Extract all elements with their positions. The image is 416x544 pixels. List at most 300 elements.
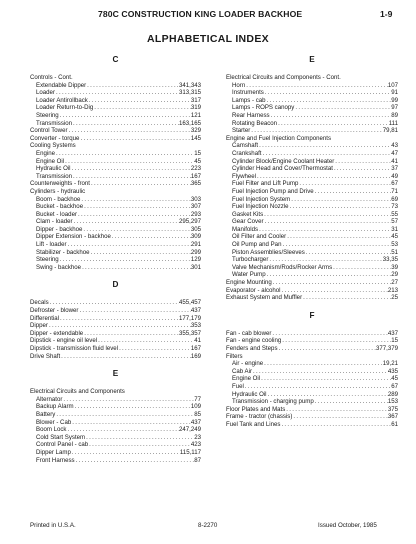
index-title: ALPHABETICAL INDEX — [147, 33, 269, 45]
index-subentry — [226, 391, 398, 399]
page-number: 1-9 — [380, 9, 393, 19]
index-entry-label: Engine Oil — [232, 375, 261, 383]
dot-leader — [281, 337, 391, 345]
index-entry-label: Engine Oil — [36, 157, 65, 165]
index-page-ref: 37 — [391, 165, 398, 173]
index-entry-label: Lamps - ROPS canopy — [232, 104, 295, 112]
index-subentry — [226, 233, 398, 241]
dot-leader — [74, 403, 191, 411]
index-page-ref: 163,165 — [178, 119, 201, 127]
index-heading-label: Filters — [226, 352, 243, 360]
dot-leader — [111, 233, 191, 241]
index-entry-label: Swing - backhoe — [36, 263, 82, 271]
dot-leader — [267, 391, 388, 399]
dot-leader — [294, 104, 391, 112]
index-page-ref: 33,35 — [382, 256, 398, 264]
spacer — [226, 322, 398, 330]
dot-leader — [266, 97, 392, 105]
dot-leader — [270, 112, 392, 120]
index-entry-label: Converter - torque — [30, 134, 80, 142]
index-entry-label: Cylinder Head and Cover/Thermostat — [232, 165, 333, 173]
dot-leader — [281, 287, 388, 295]
index-page-ref: 313,315 — [178, 89, 201, 97]
index-subentry — [30, 218, 201, 226]
index-heading-label: Electrical Circuits and Components — [30, 388, 125, 396]
dot-leader — [67, 127, 190, 135]
index-page-ref: 223 — [190, 165, 201, 173]
dot-leader — [55, 150, 194, 158]
index-page-ref: 367 — [387, 413, 398, 421]
dot-leader — [256, 173, 391, 181]
index-page-ref: 15 — [194, 149, 201, 157]
dot-leader — [268, 256, 382, 264]
dot-leader — [250, 127, 382, 135]
spacer — [30, 291, 201, 299]
index-subentry — [30, 264, 201, 272]
index-page-ref: 43 — [391, 142, 398, 150]
index-page-ref: 121 — [190, 111, 201, 119]
index-entry-label: Engine Mounting — [226, 279, 272, 287]
index-entry — [226, 345, 398, 353]
index-entry-label: Valve Mechanism/Rods/Rocker Arms — [232, 263, 333, 271]
index-entry-label: Fan - engine cooling — [226, 337, 282, 345]
index-subentry — [30, 196, 201, 204]
index-entry-label: Piston Assemblies/Sleeves — [232, 248, 305, 256]
dot-leader — [82, 226, 190, 234]
index-subentry — [226, 180, 398, 188]
index-subentry — [226, 127, 398, 135]
index-entry — [226, 337, 398, 345]
index-entry-label: Dipper — [30, 322, 48, 330]
index-page-ref: 15 — [391, 337, 398, 345]
dot-leader — [48, 322, 191, 330]
index-entry — [30, 307, 201, 315]
dot-leader — [118, 345, 191, 353]
index-page-ref: 89 — [391, 111, 398, 119]
index-page-ref: 375 — [387, 405, 398, 413]
index-page-ref: 307 — [190, 203, 201, 211]
index-entry — [30, 315, 201, 323]
dot-leader — [90, 249, 191, 257]
dot-leader — [59, 256, 191, 264]
index-subentry — [226, 158, 398, 166]
index-entry-label: Lamps - cab — [232, 96, 266, 104]
index-subentry — [226, 104, 398, 112]
index-entry-label: Defroster - blower — [30, 307, 79, 315]
dot-leader — [85, 434, 194, 442]
index-entry-label: Fuel Tank and Lines — [226, 420, 281, 428]
index-entry-label: Water Pump — [232, 271, 266, 279]
spacer — [226, 66, 398, 74]
dot-leader — [86, 82, 179, 90]
dot-leader — [64, 158, 194, 166]
index-page-ref: 177,179 — [178, 314, 201, 322]
index-entry-label: Gear Cover — [232, 218, 264, 226]
dot-leader — [66, 426, 178, 434]
index-subentry — [30, 112, 201, 120]
dot-leader — [285, 406, 388, 414]
index-entry-label: Rotating Beacon — [232, 119, 278, 127]
index-entry-label: Transmission - charging pump — [232, 398, 314, 406]
index-entry — [30, 299, 201, 307]
index-entry — [226, 287, 398, 295]
index-subentry — [30, 249, 201, 257]
index-subentry — [30, 211, 201, 219]
dot-leader — [72, 120, 179, 128]
index-page-ref: 49 — [391, 172, 398, 180]
index-entry-label: Horn — [232, 81, 246, 89]
index-subentry — [226, 218, 398, 226]
index-entry-label: Clam - loader — [36, 218, 73, 226]
index-subentry — [30, 203, 201, 211]
index-page-ref: 455,457 — [178, 299, 201, 307]
index-page-ref: 97 — [391, 104, 398, 112]
index-entry-label: Alternator — [36, 395, 63, 403]
index-entry-label: Fuel Filter and Lift Pump — [232, 180, 299, 188]
index-page-ref: 99 — [391, 96, 398, 104]
index-page-ref: 51 — [391, 248, 398, 256]
index-page-ref: 107 — [387, 81, 398, 89]
index-subentry — [226, 241, 398, 249]
index-entry-label: Fuel Injection Pump and Drive — [232, 187, 314, 195]
dot-leader — [71, 419, 191, 427]
index-entry — [30, 353, 201, 361]
index-page-ref: 153 — [387, 398, 398, 406]
index-page-ref: 41 — [391, 157, 398, 165]
index-page-ref: 61 — [391, 420, 398, 428]
index-page-ref: 41 — [194, 337, 201, 345]
dot-leader — [90, 180, 191, 188]
index-subentry — [226, 226, 398, 234]
index-subentry — [30, 419, 201, 427]
index-page-ref: 341,343 — [178, 81, 201, 89]
dot-leader — [261, 150, 391, 158]
dot-leader — [71, 165, 191, 173]
index-subentry — [226, 211, 398, 219]
dot-leader — [252, 368, 388, 376]
index-entry-label: Gasket Kits — [232, 210, 264, 218]
dot-leader — [49, 299, 179, 307]
index-entry-label: Battery — [36, 410, 56, 418]
index-entry-label: Oil Pump and Pan — [232, 241, 282, 249]
index-entry — [30, 127, 201, 135]
index-page-ref: 91 — [391, 89, 398, 97]
index-subentry — [30, 411, 201, 419]
index-page-ref: 353 — [190, 322, 201, 330]
index-page-ref: 309 — [190, 233, 201, 241]
index-subentry — [30, 449, 201, 457]
index-page-ref: 435 — [387, 367, 398, 375]
index-page-ref: 355,357 — [178, 329, 201, 337]
index-subentry — [30, 403, 201, 411]
dot-leader — [258, 142, 391, 150]
index-subentry — [226, 112, 398, 120]
index-page-ref: 77 — [194, 395, 201, 403]
index-subentry — [226, 150, 398, 158]
index-page-ref: 295,297 — [178, 218, 201, 226]
header-title: 780C CONSTRUCTION KING LOADER BACKHOE — [98, 9, 303, 19]
index-page-ref: 305 — [190, 225, 201, 233]
dot-leader — [266, 271, 392, 279]
index-entry-label: Backup Alarm — [36, 403, 74, 411]
index-page-ref: 167 — [190, 172, 201, 180]
dot-leader — [277, 120, 389, 128]
dot-leader — [81, 264, 191, 272]
index-entry-label: Stabilizer - backhoe — [36, 248, 90, 256]
index-subentry — [226, 256, 398, 264]
index-subentry — [30, 104, 201, 112]
index-page-ref: 247,249 — [178, 426, 201, 434]
dot-leader — [71, 449, 180, 457]
index-page-ref: 317 — [190, 96, 201, 104]
dot-leader — [278, 345, 376, 353]
dot-leader — [271, 330, 387, 338]
index-entry — [226, 413, 398, 421]
index-page-ref: 289 — [387, 390, 398, 398]
section-letter: C — [112, 55, 119, 64]
index-page-ref: 167 — [190, 345, 201, 352]
index-entry-label: Crankshaft — [232, 149, 262, 157]
index-heading-label: Cylinders - hydraulic — [30, 187, 86, 195]
dot-leader — [260, 375, 391, 383]
index-page-ref: 45 — [391, 375, 398, 383]
dot-leader — [264, 218, 392, 226]
index-heading-label: Engine and Fuel Injection Components — [226, 134, 332, 142]
index-entry-label: Loader Return-to-Dig — [36, 104, 94, 112]
index-entry-label: Drive Shaft — [30, 352, 61, 360]
index-entry-label: Hydraulic Oil — [36, 165, 71, 173]
index-page-ref: 423 — [190, 441, 201, 449]
index-entry-label: Engine — [36, 149, 55, 157]
section-letter: E — [112, 369, 119, 379]
index-page-ref: 299 — [190, 248, 201, 256]
index-entry-label: Dipper Lamp — [36, 448, 71, 456]
dot-leader — [263, 360, 383, 368]
index-entry — [226, 330, 398, 338]
index-entry-label: Cylinder Block/Engine Coolant Heater — [232, 157, 335, 165]
index-page-ref: 319 — [190, 104, 201, 112]
index-heading — [30, 142, 201, 150]
index-entry-label: Dipper Extension - backhoe — [36, 233, 111, 241]
dot-leader — [334, 158, 391, 166]
index-subentry — [30, 120, 201, 128]
index-subentry — [226, 120, 398, 128]
dot-leader — [66, 241, 190, 249]
dot-leader — [333, 165, 391, 173]
index-entry-label: Fenders and Steps — [226, 345, 278, 352]
index-page-ref: 79,81 — [382, 127, 398, 135]
index-entry-label: Dipstick - engine oil level — [30, 337, 98, 345]
index-page-ref: 301 — [190, 263, 201, 271]
index-entry-label: Loader — [36, 89, 55, 97]
index-subentry — [30, 233, 201, 241]
index-entry-label: Exhaust System and Muffler — [226, 294, 303, 302]
index-page-ref: 437 — [190, 307, 201, 315]
index-subentry — [226, 249, 398, 257]
index-heading — [226, 353, 398, 361]
index-entry — [30, 330, 201, 338]
index-page-ref: 67 — [391, 382, 398, 390]
index-heading-label: Cooling Systems — [30, 142, 76, 150]
index-entry-label: Floor Plates and Mats — [226, 405, 286, 413]
index-subentry — [226, 142, 398, 150]
index-page-ref: 29 — [391, 271, 398, 279]
dot-leader — [290, 196, 391, 204]
index-entry-label: Boom - backhoe — [36, 195, 81, 203]
index-entry — [226, 279, 398, 287]
index-subentry — [30, 441, 201, 449]
index-entry-label: Bucket - backhoe — [36, 203, 84, 211]
index-subentry — [226, 203, 398, 211]
index-entry-label: Starter — [232, 127, 251, 135]
index-page-ref: 115,117 — [179, 448, 201, 456]
index-page-ref: 303 — [190, 195, 201, 203]
index-entry — [30, 322, 201, 330]
index-subentry — [226, 360, 398, 368]
index-entry — [30, 135, 201, 143]
index-entry-label: Transmission — [36, 119, 73, 127]
index-subentry — [226, 173, 398, 181]
index-entry-label: Evaporator - alcohol — [226, 286, 281, 294]
dot-leader — [83, 330, 179, 338]
index-page-ref: 39 — [391, 263, 398, 271]
index-subentry — [30, 82, 201, 90]
dot-leader — [314, 188, 392, 196]
index-entry-label: Turbocharger — [232, 256, 269, 264]
index-entry — [30, 345, 201, 353]
index-entry-label: Dipper - backhoe — [36, 225, 83, 233]
index-entry-label: Front Harness — [36, 456, 75, 464]
index-entry-label: Boom Lock — [36, 426, 67, 434]
section-letter: F — [309, 310, 315, 320]
dot-leader — [264, 89, 391, 97]
index-subentry — [30, 434, 201, 442]
index-page-ref: 329 — [190, 127, 201, 135]
index-entry-label: Control Panel - cab — [36, 441, 89, 449]
dot-leader — [59, 112, 191, 120]
index-page-ref: 23 — [194, 433, 201, 441]
index-subentry — [30, 89, 201, 97]
dot-leader — [272, 279, 391, 287]
index-page-ref: 53 — [391, 241, 398, 249]
dot-leader — [281, 241, 391, 249]
index-entry-label: Oil Filter and Cooler — [232, 233, 287, 241]
index-entry-label: Camshaft — [232, 142, 259, 150]
dot-leader — [298, 180, 391, 188]
index-entry-label: Transmission — [36, 172, 73, 180]
dot-leader — [83, 203, 191, 211]
index-page-ref: 437 — [190, 418, 201, 426]
index-entry-label: Fuel Injection System — [232, 195, 291, 203]
index-subentry — [226, 375, 398, 383]
index-subentry — [30, 173, 201, 181]
index-page-ref: 71 — [391, 187, 398, 195]
index-subentry — [30, 150, 201, 158]
index-entry-label: Loader Antirollback — [36, 96, 88, 104]
index-entry-label: Frame - tractor (chassis) — [226, 413, 293, 421]
index-entry-label: Steering — [36, 111, 59, 119]
index-page-ref: 45 — [194, 157, 201, 165]
dot-leader — [73, 218, 179, 226]
index-column-right — [226, 54, 398, 429]
spacer — [30, 271, 201, 279]
index-subentry — [30, 426, 201, 434]
index-subentry — [226, 97, 398, 105]
dot-leader — [314, 398, 388, 406]
dot-leader — [88, 441, 191, 449]
index-subentry — [30, 457, 201, 465]
dot-leader — [59, 315, 179, 323]
index-page-ref: 45 — [391, 233, 398, 241]
index-page-ref: 111 — [388, 119, 398, 127]
dot-leader — [62, 396, 194, 404]
index-page-ref: 55 — [391, 210, 398, 218]
dot-leader — [55, 411, 194, 419]
index-page-ref: 57 — [391, 218, 398, 226]
index-subentry — [226, 196, 398, 204]
section-letter: D — [112, 280, 119, 290]
dot-leader — [289, 203, 392, 211]
index-subentry — [226, 165, 398, 173]
index-entry — [30, 180, 201, 188]
spacer — [30, 66, 201, 74]
index-page-ref: 145 — [190, 134, 201, 142]
index-subentry — [30, 158, 201, 166]
dot-leader — [78, 307, 190, 315]
index-page-ref: 27 — [391, 279, 398, 287]
index-entry-label: Blower - Cab — [36, 418, 72, 426]
index-page-ref: 67 — [391, 180, 398, 188]
index-page-ref: 291 — [190, 241, 201, 249]
footer-code: 8-2270 — [198, 522, 218, 529]
dot-leader — [72, 173, 191, 181]
index-entry-label: Fuel Injection Nozzle — [232, 203, 289, 211]
index-page-ref: 109 — [190, 403, 201, 411]
index-entry-label: Decals — [30, 299, 49, 307]
index-entry-label: Dipper - extendable — [30, 329, 84, 337]
index-subentry — [30, 396, 201, 404]
index-column-left — [30, 54, 201, 464]
dot-leader — [263, 211, 391, 219]
index-subentry — [30, 165, 201, 173]
spacer — [30, 380, 201, 388]
index-heading — [30, 388, 201, 396]
index-page-ref: 377,379 — [375, 345, 398, 352]
dot-leader — [332, 264, 391, 272]
index-page-ref: 31 — [391, 225, 398, 233]
dot-leader — [286, 233, 391, 241]
index-entry-label: Cold Start System — [36, 433, 86, 441]
index-page-ref: 47 — [391, 149, 398, 157]
index-entry-label: Dipstick - transmission fluid level — [30, 345, 119, 352]
index-entry-label: Air - engine — [232, 360, 264, 368]
index-entry-label: Differential — [30, 314, 60, 322]
index-heading — [226, 135, 398, 143]
index-subentry — [30, 241, 201, 249]
dot-leader — [80, 196, 190, 204]
index-page-ref: 73 — [391, 203, 398, 211]
index-entry-label: Counterweights - front — [30, 180, 90, 188]
index-entry — [226, 421, 398, 429]
index-subentry — [226, 383, 398, 391]
index-entry-label: Extendable Dipper — [36, 81, 87, 89]
index-page-ref: 69 — [391, 195, 398, 203]
index-page-ref: 85 — [194, 410, 201, 418]
index-subentry — [226, 271, 398, 279]
index-entry-label: Fan - cab blower — [226, 329, 272, 337]
index-subentry — [226, 89, 398, 97]
index-subentry — [30, 97, 201, 105]
